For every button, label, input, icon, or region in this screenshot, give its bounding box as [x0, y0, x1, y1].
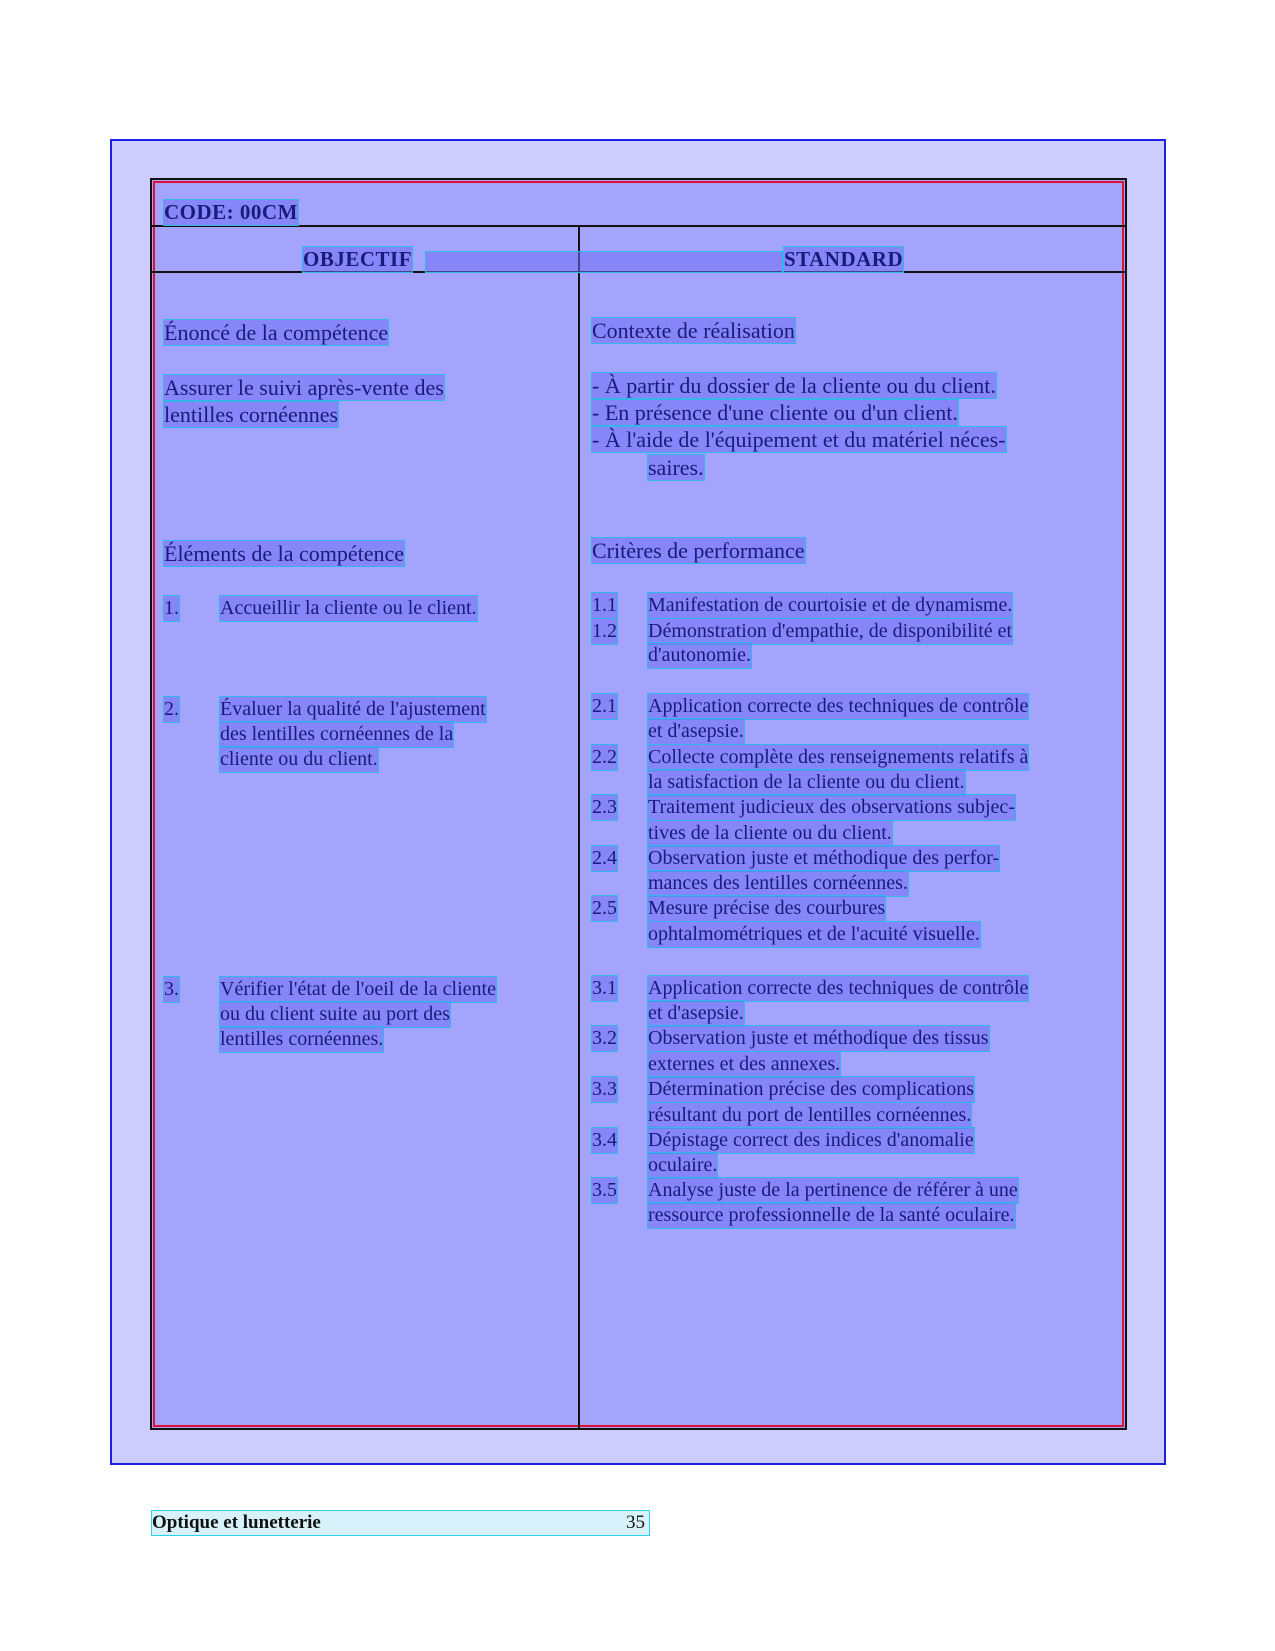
critere-line: ressource professionnelle de la santé oculaire. [648, 1204, 1015, 1226]
element-number: 3. [164, 978, 179, 1000]
column-header-standard: STANDARD [784, 247, 904, 271]
critere-number: 3.1 [592, 977, 617, 999]
contexte-line: saires. [648, 455, 704, 480]
element-line: des lentilles cornéennes de la [220, 723, 454, 745]
critere-line: Détermination précise des complications [648, 1078, 975, 1100]
contexte-line: - En présence d'une cliente ou d'un client. [592, 400, 958, 425]
page-footer [152, 1511, 649, 1535]
enonce-title: Énoncé de la compétence [164, 320, 389, 345]
critere-line: Observation juste et méthodique des perfor- [648, 847, 1000, 869]
critere-number: 1.2 [592, 620, 617, 642]
critere-number: 3.2 [592, 1027, 617, 1049]
critere-line: Observation juste et méthodique des tissus [648, 1027, 989, 1049]
critere-line: Application correcte des techniques de contrôle [648, 977, 1029, 999]
critere-number: 2.5 [592, 897, 617, 919]
critere-number: 2.4 [592, 847, 617, 869]
element-line: ou du client suite au port des [220, 1003, 450, 1025]
element-line: Évaluer la qualité de l'ajustement [220, 698, 486, 720]
enonce-line: lentilles cornéennes [164, 402, 339, 427]
column-header-objectif: OBJECTIF [303, 247, 413, 271]
element-line: Vérifier l'état de l'oeil de la cliente [220, 978, 496, 1000]
critere-number: 2.1 [592, 695, 617, 717]
column-divider [578, 226, 580, 1428]
critere-number: 3.5 [592, 1179, 617, 1201]
critere-line: Dépistage correct des indices d'anomalie [648, 1129, 974, 1151]
footer-title: Optique et lunetterie [152, 1512, 321, 1533]
element-line: Accueillir la cliente ou le client. [220, 597, 477, 619]
criteres-title: Critères de performance [592, 538, 805, 563]
critere-line: Mesure précise des courbures [648, 897, 886, 919]
page-number: 35 [626, 1512, 645, 1533]
critere-line: et d'asepsie. [648, 1002, 744, 1024]
critere-number: 2.2 [592, 746, 617, 768]
contexte-line: - À l'aide de l'équipement et du matériel néces- [592, 427, 1006, 452]
critere-number: 2.3 [592, 796, 617, 818]
critere-number: 3.4 [592, 1129, 617, 1151]
critere-line: résultant du port de lentilles cornéennes. [648, 1104, 972, 1126]
critere-line: Application correcte des techniques de contrôle [648, 695, 1029, 717]
critere-line: Analyse juste de la pertinence de référer à une [648, 1179, 1018, 1201]
enonce-line: Assurer le suivi après-vente des [164, 375, 444, 400]
element-number: 2. [164, 698, 179, 720]
critere-number: 1.1 [592, 594, 617, 616]
critere-line: Collecte complète des renseignements relatifs à [648, 746, 1029, 768]
element-number: 1. [164, 597, 179, 619]
critere-line: Traitement judicieux des observations subjec- [648, 796, 1015, 818]
column-header-span [426, 252, 782, 272]
contexte-title: Contexte de réalisation [592, 318, 795, 343]
critere-line: et d'asepsie. [648, 720, 744, 742]
element-line: cliente ou du client. [220, 748, 378, 770]
code-label: CODE: 00CM [164, 200, 298, 224]
critere-line: Démonstration d'empathie, de disponibilité et [648, 620, 1013, 642]
critere-line: mances des lentilles cornéennes. [648, 872, 908, 894]
element-line: lentilles cornéennes. [220, 1028, 384, 1050]
critere-line: la satisfaction de la cliente ou du client. [648, 771, 965, 793]
critere-line: externes et des annexes. [648, 1053, 841, 1075]
critere-line: ophtalmométriques et de l'acuité visuelle. [648, 923, 980, 945]
critere-line: oculaire. [648, 1154, 718, 1176]
critere-line: tives de la cliente ou du client. [648, 822, 892, 844]
critere-number: 3.3 [592, 1078, 617, 1100]
contexte-line: - À partir du dossier de la cliente ou du client. [592, 373, 996, 398]
critere-line: d'autonomie. [648, 644, 752, 666]
critere-line: Manifestation de courtoisie et de dynamisme. [648, 594, 1013, 616]
elements-title: Éléments de la compétence [164, 541, 405, 566]
header-divider [152, 225, 1125, 227]
